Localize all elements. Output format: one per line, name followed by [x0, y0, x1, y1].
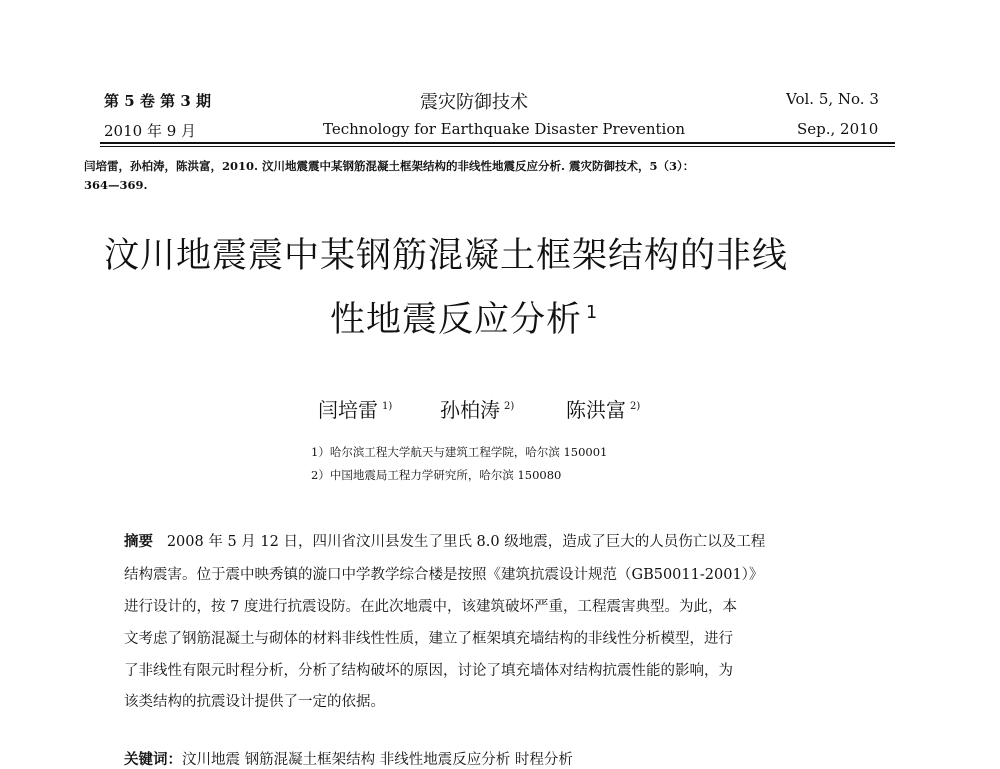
title-line-1: 汶川地震震中某钢筋混凝土框架结构的非线 [104, 236, 789, 276]
abstract-line-3: 进行设计的，按 7 度进行抗震设防。在此次地震中，该建筑破坏严重，工程震害典型。为此，本 [124, 599, 737, 615]
abstract-line-2: 结构震害。位于震中映秀镇的漩口中学教学综合楼是按照《建筑抗震设计规范（GB50011-2001）》 [124, 567, 764, 583]
author-2-name: 孙柏涛 [440, 398, 500, 422]
abstract-line-1 [124, 530, 765, 551]
header-volume-issue-en: Vol. 5, No. 3 [786, 90, 879, 108]
title-line-2-text: 性地震反应分析 [330, 300, 583, 340]
affiliation-2: 2）中国地震局工程力学研究所，哈尔滨 150080 [311, 468, 562, 482]
author-3-aff: 2) [630, 401, 641, 413]
author-1 [318, 394, 392, 423]
abstract-line-6: 该类结构的抗震设计提供了一定的依据。 [124, 694, 385, 710]
abstract-line-1-text: 2008 年 5 月 12 日，四川省汶川县发生了里氏 8.0 级地震，造成了巨大的人员伤亡以及工程 [166, 534, 766, 550]
header-journal-en: Technology for Earthquake Disaster Prevention [323, 120, 686, 138]
author-2-aff: 2) [504, 401, 515, 413]
header-date-cn: 2010 年 9 月 [104, 122, 197, 140]
author-3 [566, 394, 640, 423]
header-rule-thick [100, 142, 895, 144]
header-rule-thin [100, 146, 895, 147]
header-journal-cn: 震灾防御技术 [420, 92, 528, 113]
abstract-line-5: 了非线性有限元时程分析，分析了结构破坏的原因，讨论了填充墙体对结构抗震性能的影响，为 [124, 663, 733, 679]
keywords-text: 汶川地震 钢筋混凝土框架结构 非线性地震反应分析 时程分析 [182, 752, 573, 768]
abstract-label: 摘要 [124, 533, 153, 550]
citation-line-1: 闫培雷，孙柏涛，陈洪富，2010. 汶川地震震中某钢筋混凝土框架结构的非线性地震反应分析. 震灾防御技术，5（3）： [84, 159, 695, 173]
author-2 [440, 394, 514, 423]
title-footnote-mark: 1 [586, 303, 599, 324]
author-1-name: 闫培雷 [318, 398, 378, 422]
citation-line-2: 364—369. [84, 178, 148, 192]
author-1-aff: 1) [382, 401, 393, 413]
header-date-en: Sep., 2010 [797, 120, 879, 138]
abstract-line-4: 文考虑了钢筋混凝土与砌体的材料非线性性质，建立了框架填充墙结构的非线性分析模型，进行 [124, 631, 733, 647]
keywords-label: 关键词： [124, 751, 182, 768]
header-volume-issue-cn: 第 5 卷 第 3 期 [104, 92, 211, 110]
keywords [124, 748, 573, 769]
affiliation-1: 1）哈尔滨工程大学航天与建筑工程学院，哈尔滨 150001 [311, 445, 608, 459]
author-3-name: 陈洪富 [566, 398, 626, 422]
title-line-2 [330, 292, 598, 342]
